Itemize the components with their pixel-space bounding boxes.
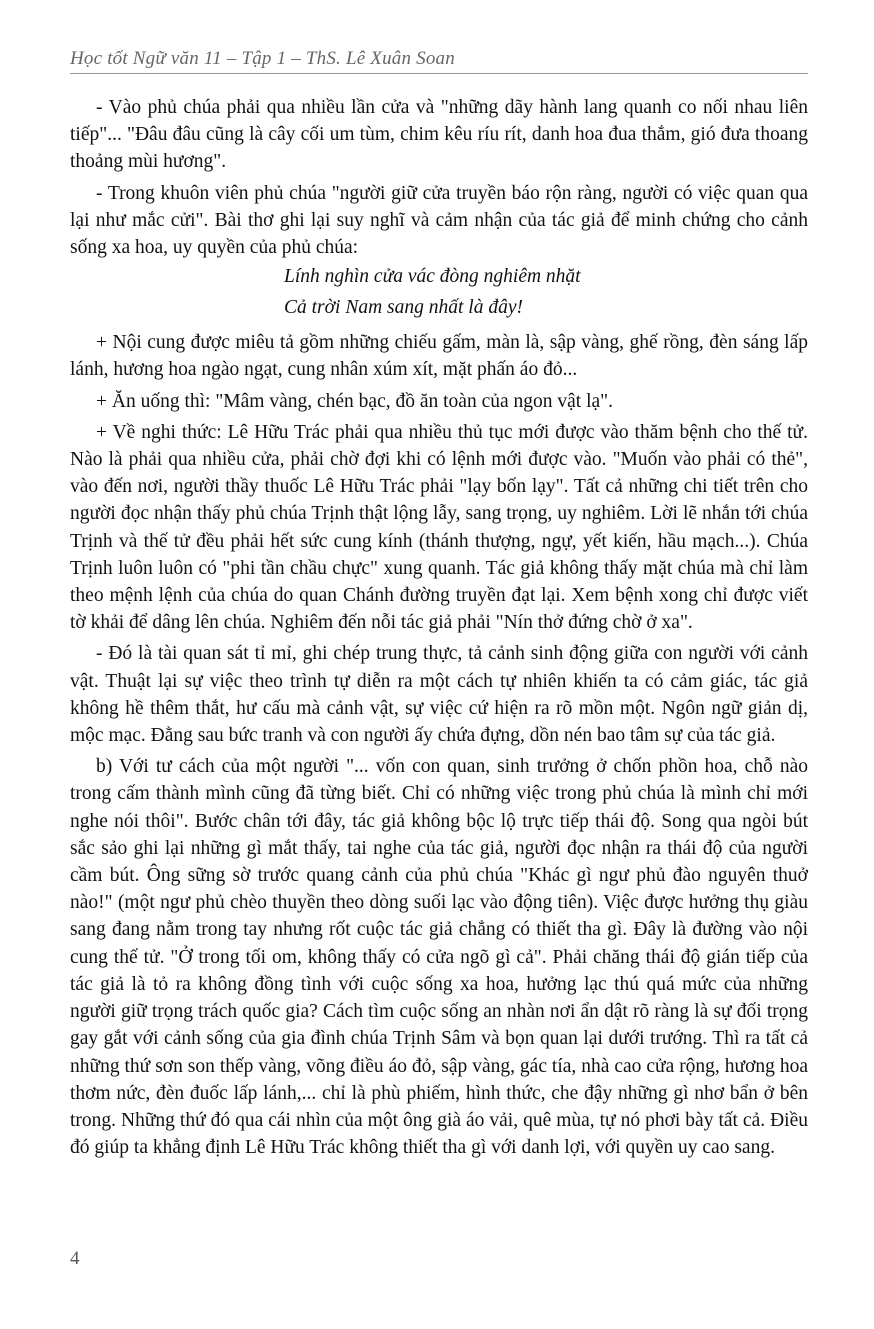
paragraph: - Vào phủ chúa phải qua nhiều lần cửa và "những dãy hành lang quanh co nối nhau liên tiếp"... "Đâu đâu cũng là cây cối um tùm, chim kêu ríu rít, danh hoa đua thắm, gió đưa thoang thoảng mùi hương". — [70, 97, 808, 173]
page-body — [70, 94, 808, 1161]
paragraph: + Về nghi thức: Lê Hữu Trác phải qua nhiều thủ tục mới được vào thăm bệnh cho thế tử. Nào là phải qua nhiều cửa, phải chờ đợi khi có lệnh mới được vào. "Muốn vào phải có thẻ", vào đến nơi, người thầy thuốc Lê Hữu Trác phải "lạy bốn lạy". Tất cả những chi tiết trên cho người đọc nhận thấy phủ chúa Trịnh thật lộng lẫy, sang trọng, uy nghiêm. Lời lẽ nhắn tới chúa Trịnh và thế tử đều phải hết sức cung kính (thánh thượng, ngự, yết kiến, hầu mạch...). Chúa Trịnh luôn luôn có "phi tần chầu chực" xung quanh. Tác giả không thấy mặt chúa mà chỉ làm theo mệnh lệnh của chúa do quan Chánh đường truyền đạt lại. Xem bệnh xong chỉ được viết tờ khải để dâng lên chúa. Nghiêm đến nỗi tác giả phải "Nín thở đứng chờ ở xa". — [70, 421, 808, 634]
verse-line: Cả trời Nam sang nhất là đây! — [284, 297, 523, 319]
paragraph: + Nội cung được miêu tả gồm những chiếu gấm, màn là, sập vàng, ghế rồng, đèn sáng lấp lánh, hương hoa ngào ngạt, cung nhân xúm xít, mặt phấn áo đỏ... — [70, 332, 808, 381]
running-header: Học tốt Ngữ văn 11 – Tập 1 – ThS. Lê Xuân Soan — [70, 48, 808, 74]
verse-line: Lính nghìn cửa vác đòng nghiêm nhặt — [284, 266, 581, 288]
page-number: 4 — [70, 1248, 80, 1269]
paragraph: - Đó là tài quan sát tỉ mỉ, ghi chép trung thực, tả cảnh sinh động giữa con người với cảnh vật. Thuật lại sự việc theo trình tự diễn ra một cách tự nhiên khiến ta có cảm giác, tác giả không hề thêm thắt, hư cấu mà cảnh vật, sự việc cứ hiện ra rõ mồn một. Ngôn ngữ giản dị, mộc mạc. Đằng sau bức tranh và con người ấy chứa đựng, dồn nén bao tâm sự của tác giả. — [70, 643, 808, 747]
paragraph: b) Với tư cách của một người "... vốn con quan, sinh trưởng ở chốn phồn hoa, chỗ nào trong cấm thành mình cũng đã từng biết. Chỉ có những việc trong phủ chúa là mình chỉ mới nghe nói thôi". Bước chân tới đây, tác giả không bộc lộ trực tiếp thái độ. Song qua ngòi bút sắc sảo ghi lại những gì mắt thấy, tai nghe của tác giả, người đọc nhận ra thái độ của người cầm bút. Ông sững sờ trước quang cảnh của phủ chúa "Khác gì ngư phủ đào nguyên thuở nào!" (một ngư phủ chèo thuyền theo dòng suối lạc vào động tiên). Việc được hưởng thụ giàu sang đang nằm trong tay nhưng rốt cuộc tác giả chẳng có thiết tha gì. Đây là đường vào nội cung thế tử. "Ở trong tối om, không thấy có cửa ngõ gì cả". Phải chăng thái độ gián tiếp của tác giả là tỏ ra không đồng tình với cuộc sống xa hoa, hưởng lạc thú quá mức của những người giữ trọng trách quốc gia? Cách tìm cuộc sống an nhàn nơi ẩn dật rõ ràng là sự đối trọng gay gắt với cảnh sống của gia đình chúa Trịnh Sâm và bọn quan lại dưới trướng. Thì ra tất cả những thứ sơn son thếp vàng, võng điều áo đỏ, sập vàng, gác tía, nhà cao cửa rộng, hương hoa thơm nức, đèn đuốc lấp lánh,... chỉ là phù phiếm, hình thức, che đậy những gì nhơ bẩn ở bên trong. Những thứ đó qua cái nhìn của một ông già áo vải, quê mùa, tự nó phơi bày tất cả. Điều đó giúp ta khẳng định Lê Hữu Trác không thiết tha gì với danh lợi, với quyền uy cao sang. — [70, 756, 808, 1159]
paragraph: - Trong khuôn viên phủ chúa "người giữ cửa truyền báo rộn ràng, người có việc quan qua lại như mắc cửi". Bài thơ ghi lại suy nghĩ và cảm nhận của tác giả để minh chứng cho cảnh sống xa hoa, uy quyền của phủ chúa: — [70, 182, 808, 259]
paragraph: + Ăn uống thì: "Mâm vàng, chén bạc, đồ ăn toàn của ngon vật lạ". — [96, 390, 613, 412]
